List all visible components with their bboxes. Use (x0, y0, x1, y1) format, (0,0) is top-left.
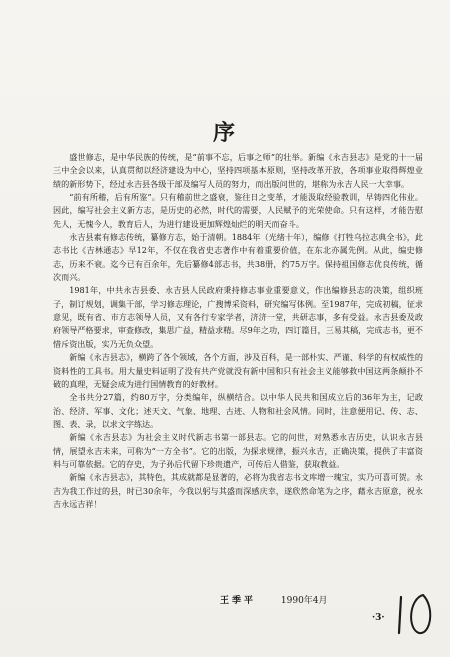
paragraph: “前有所稽，后有所鉴”。只有稽前世之盛衰，鉴往日之变革，才能汲取经验教训，早铸四化伟业。因此，编写社会主义新方志，是历史的必然，时代的需要，人民赋予的光荣使命。只有这样，才能告慰先人，无愧今人，教育后人，为进行建设更加辉煌灿烂的明天而奋斗。 (53, 192, 423, 229)
paragraph: 新编《永吉县志》为社会主义时代新志书第一部县志。它的问世，对熟悉永吉历史，认识永吉县情，展望永吉未来，可称为“一方全书”。它的出版，为探求规律，振兴永吉，正确决策，提供了丰富资料与可靠依据。它的存史，为子孙后代留下珍贵遗产，可传后人借鉴，获取教益。 (53, 432, 423, 469)
signature-date: 1990年4月 (280, 596, 328, 606)
preface-title: 序 (212, 120, 237, 146)
paragraph: 新编《永吉县志》，横跨了各个领域，各个方面，涉及百科，是一部朴实、严谨、科学的有权威性的资料性的工具书。用大量史料证明了没有共产党就没有新中国和只有社会主义能够救中国这两条颠扑不破的真理，无疑会成为进行国情教育的好教材。 (53, 352, 423, 389)
handwritten-page-mark (393, 589, 439, 641)
paragraph: 1981年，中共永吉县委、永吉县人民政府秉持修志事业重要意义，作出编修县志的决策，组织班子，制订规划，调集干部，学习修志理论，广搜博采资料，研究编写体例。至1987年，完成初稿，征求意见，既有省、市方志领导人员，又有各行专家学者，济济一堂，共研志事，多有受益。永吉县委及政府领导严格要求，审查修改，集思广益，精益求精。尽9年之功，四订篇目，三易其稿，完成志书，更不惜斥资出版，实乃无负众望。 (53, 285, 423, 349)
paragraph: 全书共分27篇，约80万字，分类编年，纵横结合。以中华人民共和国成立后的36年为主，记政治、经济、军事、文化；述天文、气象、地理、古迹、人物和社会风情。同时，注意便用记、传、志、图、表、录，以求文字练达。 (53, 392, 423, 429)
author-name: 王季平 (220, 596, 257, 606)
page-number: ·3· (372, 613, 385, 623)
paragraph: 盛世修志，是中华民族的传统，是“前事不忘，后事之师”的壮举。新编《永吉县志》是党的十一届三中全会以来，认真贯彻以经济建设为中心，坚持四项基本原则，坚持改革开放，各项事业取得辉煌业绩的新形势下，经过永吉县各级干部及编写人员的努力，而出版问世的，堪称为永吉人民一大幸事。 (53, 152, 423, 189)
paragraph: 永吉县素有修志传统，纂修方志，始于清朝。1884年（光绪十年），编修《打牲乌拉志典全书》，此志书比《吉林通志》早12年，不仅在我省史志著作中有着重要价值，在东北亦属先例。从此，编史修志，历来不衰。迄今已有百余年，先后纂修4部志书，共38册，约75万字。保持祖国修志优良传统，循次而兴。 (53, 232, 423, 283)
paragraph: 新编《永吉县志》，其特色，其成就都是显著的，必将为我省志书文库增一瑰宝，实乃可喜可贺。永吉为我工作过的县，时已30余年，今我以躬与其盛而深感庆幸，遂欣然命笔为之序，藉永吉原意，祝永吉永远吉祥！ (53, 472, 423, 509)
preface-body (53, 151, 423, 511)
